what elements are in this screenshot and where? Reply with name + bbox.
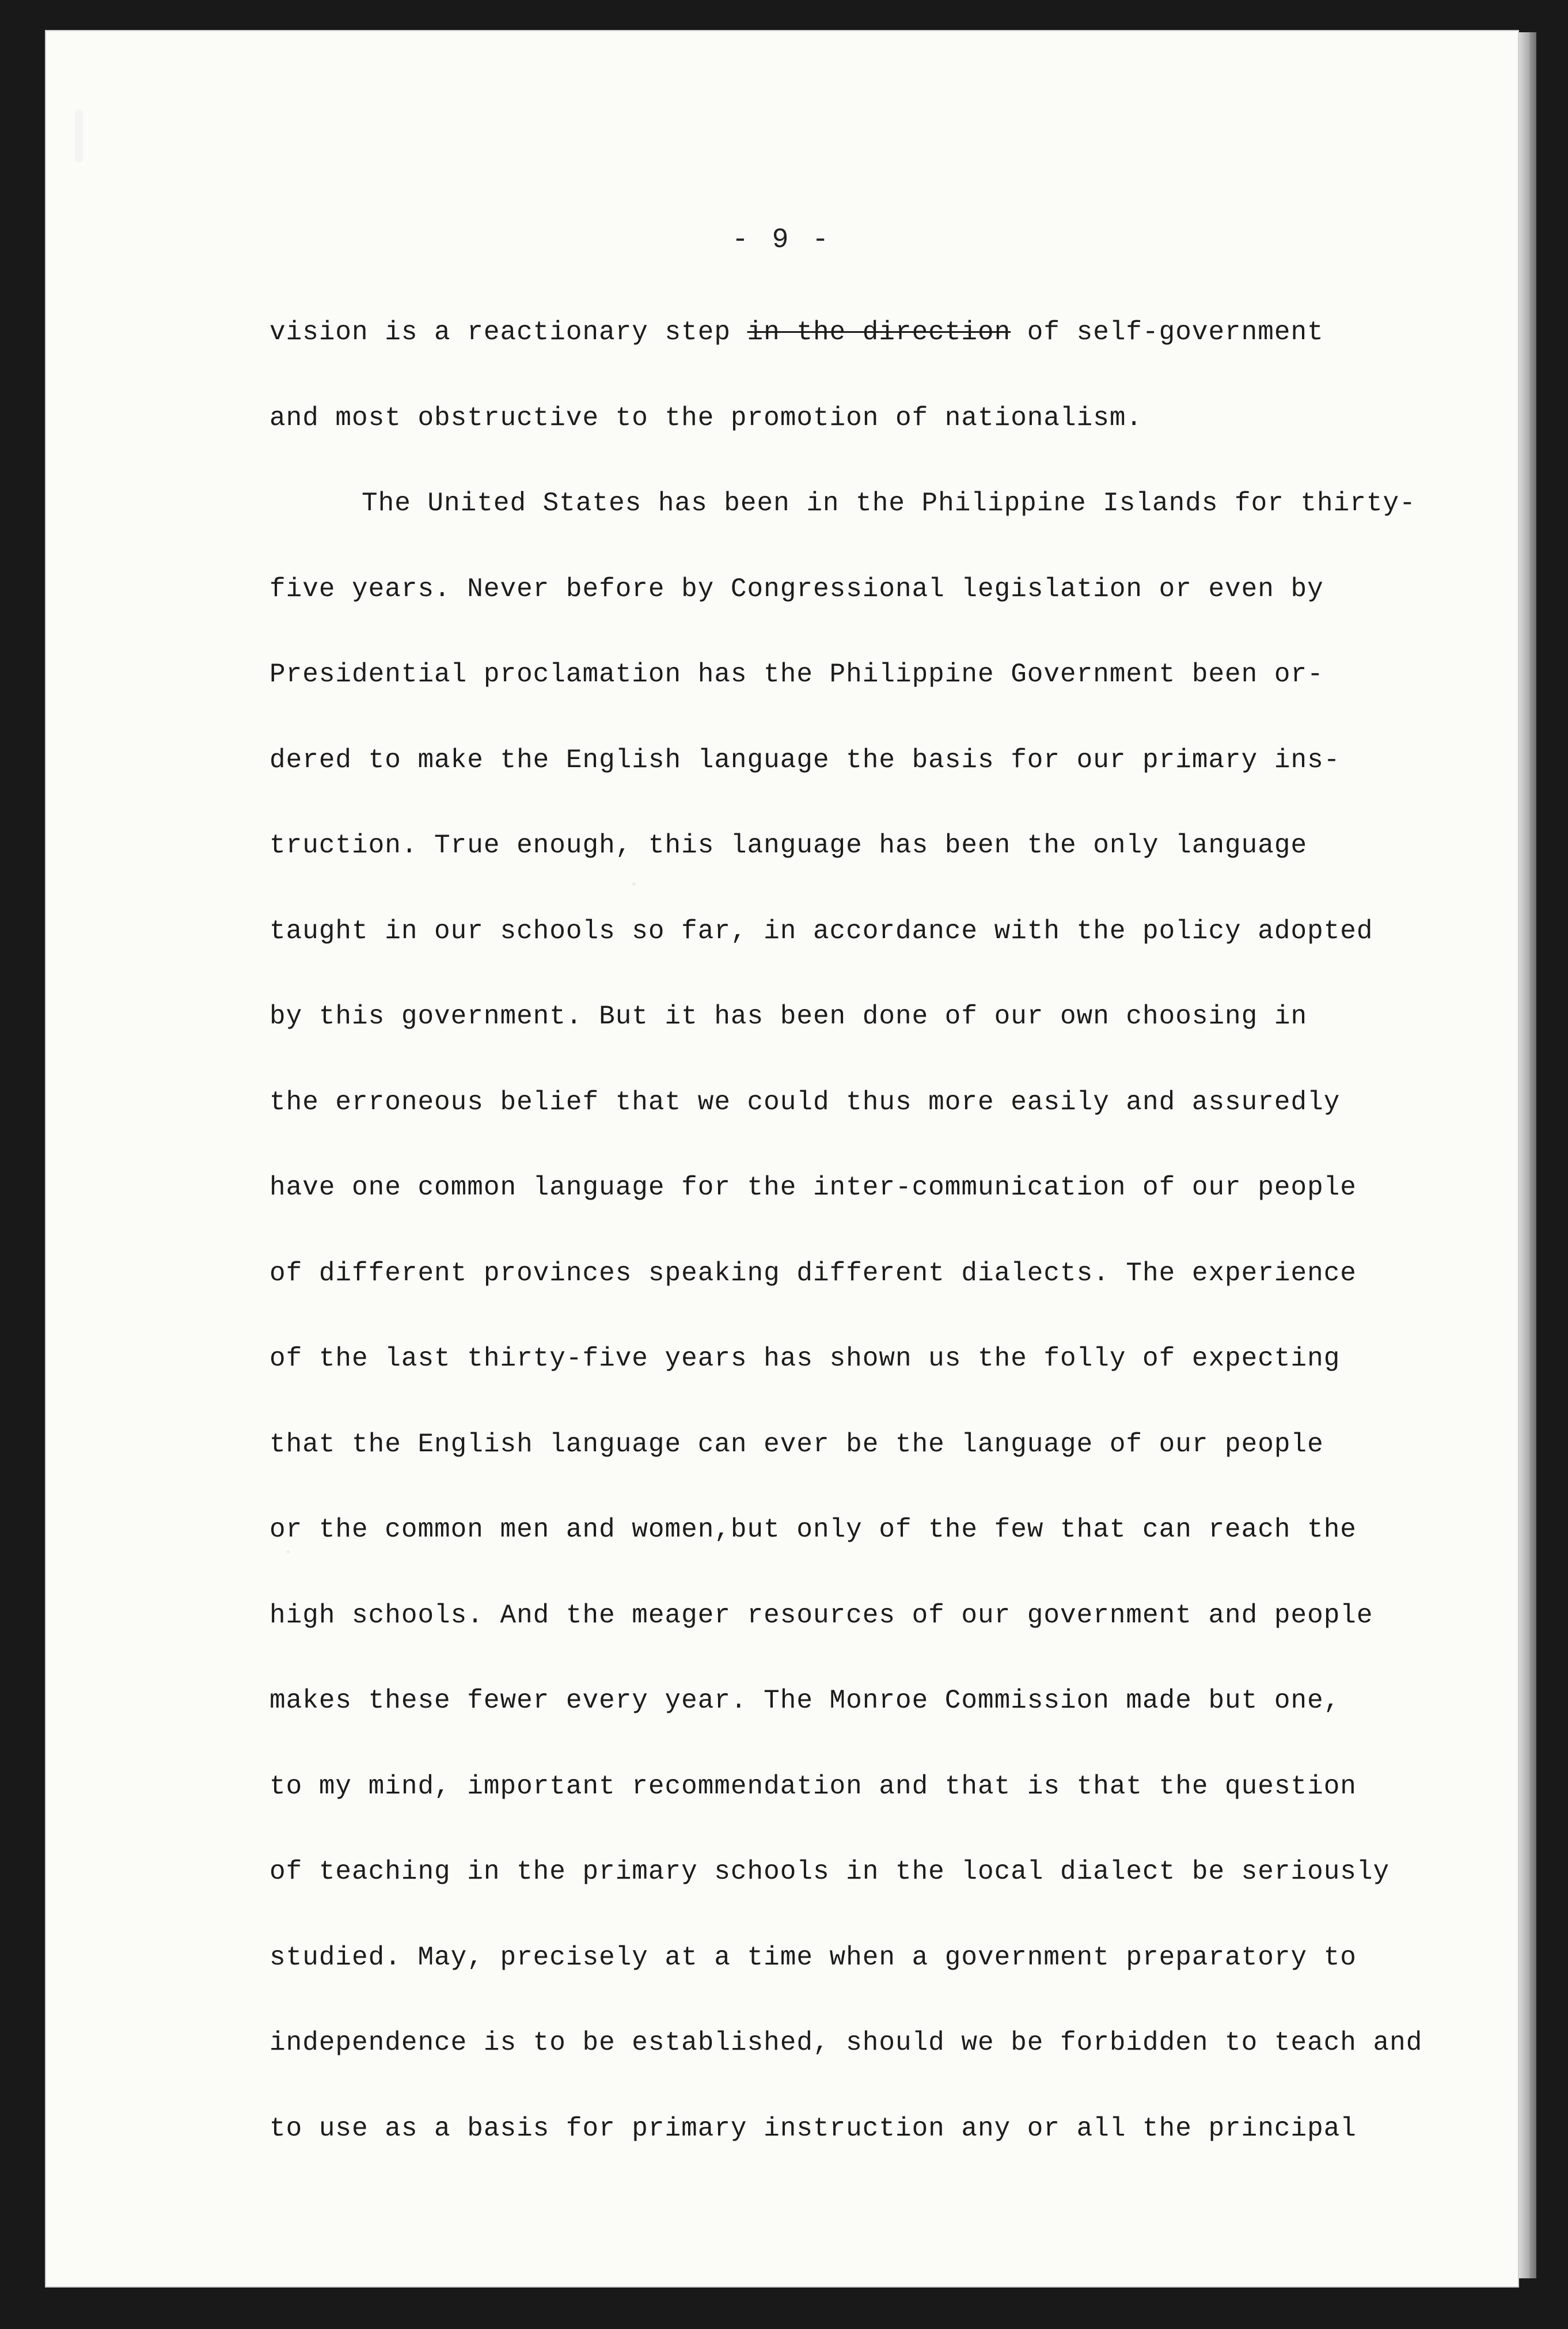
paragraph-start-line: The United States has been in the Philippine Islands for thirty- (362, 488, 1416, 518)
page-edge-shadow (1529, 32, 1536, 2278)
text-line: taught in our schools so far, in accordance with the policy adopted (269, 916, 1373, 946)
struck-text: in the direction (747, 317, 1011, 347)
text-line: dered to make the English language the basis for our primary ins- (269, 745, 1341, 775)
text-line: truction. True enough, this language has been the only language (269, 830, 1308, 860)
binding-mark (75, 109, 83, 162)
text-fragment: vision is a reactionary step (269, 317, 747, 347)
text-line: have one common language for the inter-communication of our people (269, 1173, 1357, 1203)
text-line: makes these fewer every year. The Monroe Commission made but one, (269, 1686, 1341, 1716)
page-edge (1519, 32, 1529, 2278)
text-line: studied. May, precisely at a time when a government preparatory to (269, 1942, 1357, 1973)
text-line: by this government. But it has been done of our own choosing in (269, 1002, 1308, 1031)
text-line: independence is to be established, should we be forbidden to teach and (269, 2028, 1423, 2058)
text-line: of different provinces speaking different dialects. The experience (269, 1258, 1357, 1288)
text-line: and most obstructive to the promotion of nationalism. (269, 403, 1143, 433)
text-line: or the common men and women,but only of the few that can reach the (269, 1515, 1357, 1545)
text-line: of the last thirty-five years has shown us the folly of expecting (269, 1344, 1341, 1374)
text-line: the erroneous belief that we could thus more easily and assuredly (269, 1087, 1341, 1117)
text-line: Presidential proclamation has the Philippine Government been or- (269, 659, 1324, 689)
text-line (269, 312, 1502, 398)
text-line: that the English language can ever be the language of our people (269, 1429, 1324, 1459)
page-number: - 9 - (731, 225, 833, 256)
text-line: of teaching in the primary schools in the local dialect be seriously (269, 1857, 1390, 1887)
document-page (45, 30, 1519, 2288)
text-fragment: of self-government (1011, 317, 1324, 347)
text-line: five years. Never before by Congressional legislation or even by (269, 574, 1324, 604)
text-line: to use as a basis for primary instruction any or all the principal (269, 2113, 1357, 2144)
text-line: to my mind, important recommendation and that is that the question (269, 1771, 1357, 1801)
text-line: high schools. And the meager resources of our government and people (269, 1600, 1373, 1630)
body-text (269, 312, 1502, 2194)
